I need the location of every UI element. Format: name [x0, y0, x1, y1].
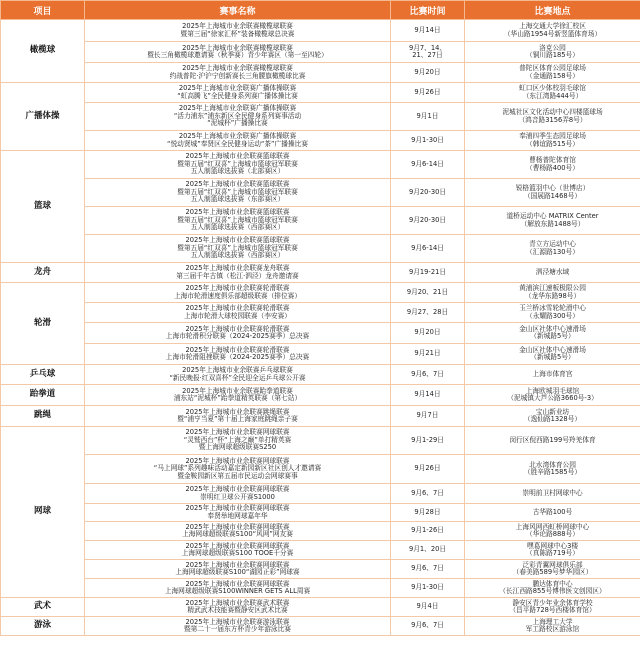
time-cell: 9月21日: [391, 344, 465, 365]
category-cell: 轮滑: [1, 283, 85, 365]
table-row: [1, 344, 640, 365]
venue-cell: 泛彩青翼网球俱乐部 （春美路589号梦华园区）: [465, 560, 640, 579]
time-cell: 9月20日: [391, 323, 465, 344]
time-cell: 9月4日: [391, 598, 465, 617]
table-row: [1, 541, 640, 560]
table-row: [1, 63, 640, 83]
time-cell: 9月1日: [391, 103, 465, 131]
category-cell: 乒乓球: [1, 365, 85, 385]
venue-cell: 金山区社体中心速滑场 （新城路5号）: [465, 323, 640, 344]
table-row: [1, 365, 640, 385]
table-row: [1, 385, 640, 406]
time-cell: 9月20日: [391, 63, 465, 83]
event-name-cell: 2025年上海城市业余联赛橄榄球联赛 暨第三届“徐家汇杯”装备橄榄球总决赛: [85, 20, 391, 42]
table-row: [1, 406, 640, 427]
table-row: [1, 20, 640, 42]
time-cell: 9月6-14日: [391, 235, 465, 263]
venue-cell: 金山区社体中心速滑场 （新城路5号）: [465, 344, 640, 365]
category-cell: 游泳: [1, 617, 85, 636]
header-venue: 比赛地点: [465, 1, 640, 20]
time-cell: 9月1-30日: [391, 579, 465, 598]
event-name-cell: 2025年上海城市业余联赛跳绳联赛 暨“浦亨当夏”第十届上海家庭跳绳亲子赛: [85, 406, 391, 427]
table-row: [1, 83, 640, 103]
venue-cell: 黄浦滨江速板极限公园 （龙华东路98号）: [465, 283, 640, 303]
table-row: [1, 131, 640, 151]
table-row: [1, 235, 640, 263]
event-name-cell: 2025年上海城市业余联赛乒乓球联赛 “新民晚报·红双喜杯”全民迎全运乒乓球公开赛: [85, 365, 391, 385]
venue-cell: 道桥运动中心 MATRIX Center （解放东路1488号）: [465, 207, 640, 235]
header-category: 项目: [1, 1, 85, 20]
table-row: [1, 151, 640, 179]
table-row: [1, 455, 640, 484]
time-cell: 9月1-29日: [391, 427, 465, 455]
category-cell: 跳绳: [1, 406, 85, 427]
event-name-cell: 2025年上海城市业余联赛篮球联赛 暨第五届“红双喜”上海城市篮球冠军联赛 五人制篮球选拔赛（北部赛区）: [85, 151, 391, 179]
venue-cell: 普陀区体育公园足球场 （金通路158号）: [465, 63, 640, 83]
header-time: 比赛时间: [391, 1, 465, 20]
event-name-cell: 2025年上海城市业余联赛橄榄球联赛 暨长三角橄榄球邀请赛（秋季赛）青少年赛区（第一至四轮）: [85, 42, 391, 63]
venue-cell: 上海理工大学 军工路校区游泳馆: [465, 617, 640, 636]
time-cell: 9月26日: [391, 455, 465, 484]
table-row: [1, 263, 640, 283]
venue-cell: 鹏达体育中心 （长江西路855号博伟医文创园区）: [465, 579, 640, 598]
table-row: [1, 522, 640, 541]
event-name-cell: 2025年上海城市业余联赛网球联赛 上海网球超级联赛S100WINNER GETS ALL周赛: [85, 579, 391, 598]
category-cell: 广播体操: [1, 83, 85, 151]
table-row: [1, 617, 640, 636]
time-cell: 9月1-26日: [391, 522, 465, 541]
venue-cell: 宝山新业坊 （逸仙路1328号）: [465, 406, 640, 427]
venue-cell: 崇明前卫村网球中心: [465, 484, 640, 504]
time-cell: 9月7、14、 21、27日: [391, 42, 465, 63]
venue-cell: 奉浦四季生态园足球场 （韩谊路515号）: [465, 131, 640, 151]
category-cell: 网球: [1, 427, 85, 598]
table-row: [1, 283, 640, 303]
event-name-cell: 2025年上海城市业余联赛篮球联赛 暨第五届“红双喜”上海城市篮球冠军联赛 五人制篮球选拔赛（东部赛区）: [85, 179, 391, 207]
table-row: [1, 323, 640, 344]
header-event-name: 赛事名称: [85, 1, 391, 20]
time-cell: 9月14日: [391, 20, 465, 42]
table-row: [1, 427, 640, 455]
time-cell: 9月6、7日: [391, 617, 465, 636]
category-cell: 跆拳道: [1, 385, 85, 406]
category-cell: 橄榄球: [1, 20, 85, 83]
event-name-cell: 2025年上海城市业余联赛轮滑联赛 上海市轮滑大球校园联赛（李安赛）: [85, 303, 391, 323]
event-name-cell: 2025年上海城市业余联赛广播体操联赛 “虹高腾飞”全民健身系列赛广播体操比赛: [85, 83, 391, 103]
venue-cell: 闵行区倪西路199号羚羌体育: [465, 427, 640, 455]
event-name-cell: 2025年上海城市业余联赛网球联赛 崇明红卫球公开赛S1000: [85, 484, 391, 504]
event-name-cell: 2025年上海城市业余联赛跆拳道联赛 浦东站“泥城杯”跆拳道精英联赛（第七站）: [85, 385, 391, 406]
table-row: [1, 179, 640, 207]
venue-cell: 上海欧城羽毛球馆 （泥城镇大芦公路3660号-3）: [465, 385, 640, 406]
time-cell: 9月6-14日: [391, 151, 465, 179]
table-row: [1, 207, 640, 235]
time-cell: 9月20、21日: [391, 283, 465, 303]
venue-cell: 静安区青少年业余体育学校 （昌平路728号西楼体育馆）: [465, 598, 640, 617]
event-name-cell: 2025年上海城市业余联赛篮球联赛 暨第五届“红双喜”上海城市篮球冠军联赛 五人制篮球选拔赛（西部赛区）: [85, 235, 391, 263]
event-name-cell: 2025年上海城市业余联赛广播体操联赛 “活力浦东”浦东新区全民健身系列赛事活动 “泥城杯”广播操比赛: [85, 103, 391, 131]
time-cell: 9月14日: [391, 385, 465, 406]
table-row: [1, 103, 640, 131]
venue-cell: 洛克公园 （铜川路185号）: [465, 42, 640, 63]
venue-cell: 上海交通大学徐汇校区 （华山路1954号新竖篮体育场）: [465, 20, 640, 42]
event-name-cell: 2025年上海城市业余联赛广播体操联赛 “悦动贤城”奉贤区全民健身运动“茶”广播操比赛: [85, 131, 391, 151]
venue-cell: 青立方运动中心 （汇源路130号）: [465, 235, 640, 263]
time-cell: 9月7日: [391, 406, 465, 427]
time-cell: 9月26日: [391, 83, 465, 103]
venue-cell: 虹口区少体校羽毛球馆 （东江湾路444号）: [465, 83, 640, 103]
event-name-cell: 2025年上海城市业余联赛轮滑联赛 上海市轮滑阻挫联赛（2024-2025赛季）总决赛: [85, 344, 391, 365]
venue-cell: 北水湾体育公园 （胜辛路1585号）: [465, 455, 640, 484]
venue-cell: 曹杨普陀体育馆 （曹杨路400号）: [465, 151, 640, 179]
venue-cell: 锐格篮羽中心（世博店） （国展路1468号）: [465, 179, 640, 207]
time-cell: 9月6、7日: [391, 560, 465, 579]
time-cell: 9月19-21日: [391, 263, 465, 283]
table-row: [1, 560, 640, 579]
event-name-cell: 2025年上海城市业余联赛网球联赛 “马上网球”系列趣味活动嘉定新园新区社区创人才邀请赛 暨金鞍园新区第五届市民运动会网球赛事: [85, 455, 391, 484]
event-name-cell: 2025年上海城市业余联赛武术联赛 精武武术技能赛暨静安区武术比赛: [85, 598, 391, 617]
event-name-cell: 2025年上海城市业余联赛橄榄球联赛 约战普陀·沪沪宁创新赛长三角腰旗橄榄球比赛: [85, 63, 391, 83]
time-cell: 9月6、7日: [391, 365, 465, 385]
event-name-cell: 2025年上海城市业余联赛网球联赛 上海网球超级联赛S100“风网”网友赛: [85, 522, 391, 541]
event-name-cell: 2025年上海城市业余联赛篮球联赛 暨第五届“红双喜”上海城市篮球冠军联赛 五人制篮球选拔赛（西部赛区）: [85, 207, 391, 235]
venue-cell: 上海市体育宫: [465, 365, 640, 385]
event-name-cell: 2025年上海城市业余联赛龙舟联赛 第三届千年古镇（松江·泗泾）龙舟邀请赛: [85, 263, 391, 283]
venue-cell: 泗泾塘水域: [465, 263, 640, 283]
category-cell: 武术: [1, 598, 85, 617]
time-cell: 9月1、20日: [391, 541, 465, 560]
event-name-cell: 2025年上海城市业余联赛网球联赛 上海网球超级联赛S100“湖园正彩”网球赛: [85, 560, 391, 579]
table-row: [1, 303, 640, 323]
venue-cell: 上海风网西虹桥网球中心 （华论路888号）: [465, 522, 640, 541]
event-name-cell: 2025年上海城市业余联赛网球联赛 上海网球超级联赛S100 TOOE千分赛: [85, 541, 391, 560]
time-cell: 9月6、7日: [391, 484, 465, 504]
table-body: [1, 20, 640, 636]
time-cell: 9月20-30日: [391, 207, 465, 235]
table-row: [1, 579, 640, 598]
event-name-cell: 2025年上海城市业余联赛网球联赛 “灵鹫西台”杯“上海之巅”单打精英赛 暨上海网球超级联赛S250: [85, 427, 391, 455]
time-cell: 9月28日: [391, 504, 465, 522]
venue-cell: 古华路100号: [465, 504, 640, 522]
table-row: [1, 598, 640, 617]
event-name-cell: 2025年上海城市业余联赛轮滑联赛 上海市轮滑积分联赛（2024-2025赛季）总决赛: [85, 323, 391, 344]
venue-cell: 泥城社区文化活动中心四楼篮球场 （鸿音路3156弄8号）: [465, 103, 640, 131]
category-cell: 龙舟: [1, 263, 85, 283]
venue-cell: 玉兰桥冰雪轮轮滑中心 （永耀路300号）: [465, 303, 640, 323]
venue-cell: 嘿葛网球中心3楼 （真陈路719号）: [465, 541, 640, 560]
event-name-cell: 2025年上海城市业余联赛游泳联赛 暨第二十一届东方杯青少年游泳比赛: [85, 617, 391, 636]
time-cell: 9月27、28日: [391, 303, 465, 323]
event-name-cell: 2025年上海城市业余联赛轮滑联赛 上海市轮滑速度俱乐部超级联赛（排位赛）: [85, 283, 391, 303]
category-cell: 篮球: [1, 151, 85, 263]
table-row: [1, 42, 640, 63]
time-cell: 9月1-30日: [391, 131, 465, 151]
time-cell: 9月20-30日: [391, 179, 465, 207]
table-row: [1, 504, 640, 522]
event-name-cell: 2025年上海城市业余联赛网球联赛 奉贤举地网球嘉年华: [85, 504, 391, 522]
header-row: [1, 1, 640, 20]
table-row: [1, 484, 640, 504]
